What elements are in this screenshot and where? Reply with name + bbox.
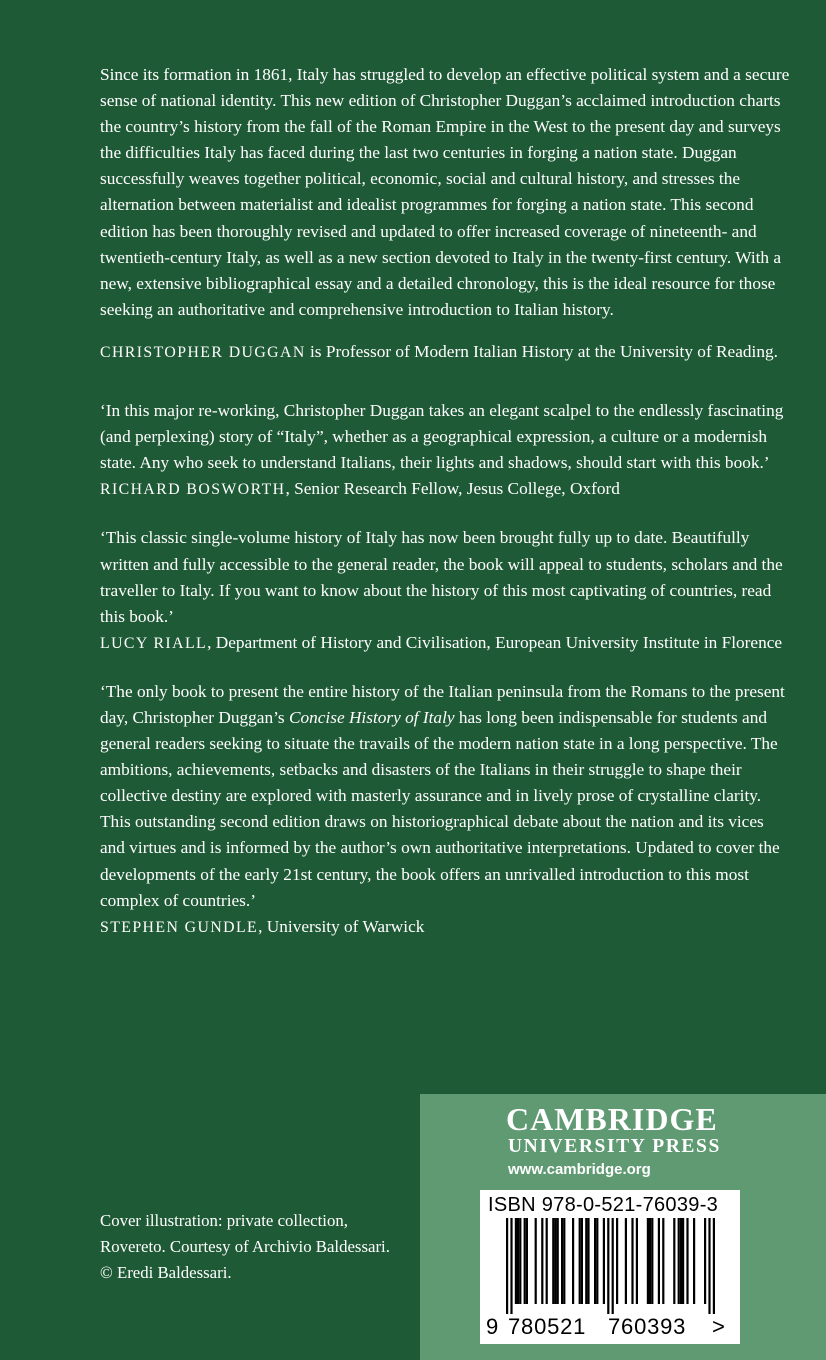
author-bio	[100, 339, 790, 366]
barcode-digits-right: 760393	[608, 1314, 687, 1339]
publisher-logo-name: CAMBRIDGE	[506, 1101, 718, 1137]
reviewer-affiliation: , Senior Research Fellow, Jesus College, Oxford	[285, 479, 620, 499]
barcode-bar	[678, 1218, 680, 1304]
barcode-bar	[713, 1218, 715, 1314]
barcode-bar	[651, 1218, 653, 1304]
barcode-bar	[524, 1218, 526, 1304]
author-name: CHRISTOPHER DUGGAN	[100, 343, 306, 361]
barcode-arrow: >	[712, 1314, 726, 1339]
barcode-bar	[506, 1218, 508, 1314]
barcode-bar	[693, 1218, 695, 1304]
author-bio-text: is Professor of Modern Italian History at the University of Reading.	[305, 341, 778, 361]
barcode-bar	[541, 1218, 543, 1304]
barcode-bar	[572, 1218, 574, 1304]
barcode-bar	[596, 1218, 598, 1304]
barcode-bar	[585, 1218, 587, 1304]
reviewer-name: RICHARD BOSWORTH	[100, 481, 286, 499]
barcode-bar	[636, 1218, 638, 1304]
barcode-bar	[704, 1218, 706, 1304]
barcode-bar	[680, 1218, 682, 1304]
barcode-bar	[519, 1218, 521, 1304]
barcode-bar	[625, 1218, 627, 1304]
barcode-bar	[594, 1218, 596, 1304]
barcode-bar	[561, 1218, 563, 1304]
review-quote-start: ‘The only book to present the entire history of the Italian peninsula from the Romans to the present day, Christopher Duggan’s	[100, 681, 785, 727]
barcode-bar	[607, 1218, 609, 1314]
review-quote: ‘In this major re-working, Christopher Duggan takes an elegant scalpel to the endlessly fascinating (and perplexing) story of “Italy”, whether as a geographical expression, a culture or a modernish state. Any who seek to understand Italians, their lights and shadows, should start with this book.’	[100, 401, 784, 473]
barcode-bar	[682, 1218, 684, 1304]
publisher-logo-subtitle: UNIVERSITY PRESS	[508, 1136, 721, 1157]
cover-credit: Cover illustration: private collection, Rovereto. Courtesy of Archivio Baldessari. © Eredi Baldessari.	[100, 1211, 390, 1282]
barcode-bar	[686, 1218, 688, 1304]
barcode-bar	[557, 1218, 559, 1304]
review-quote-end: has long been indispensable for students and general readers seeking to situate the travails of the modern nation state in a long perspective. The ambitions, achievements, setbacks and disasters of the Italians in their struggle to shape their collective destiny are explored with masterly assurance and in lively prose of crystalline clarity. This outstanding second edition draws on historiographical debate about the nation and its vices and virtues and is informed by the author’s own authoritative interpretations. Updated to cover the developments of the early 21st century, the book offers an unrivalled introduction to this most complex of countries.’	[100, 707, 780, 910]
barcode-bar	[649, 1218, 651, 1304]
review-quote	[100, 679, 790, 914]
book-description: Since its formation in 1861, Italy has struggled to develop an effective political system and a secure sense of national identity. This new edition of Christopher Duggan’s acclaimed introduction charts the country’s history from the fall of the Roman Empire in the West to the present day and surveys the difficulties Italy has faced during the last two centuries in forging a nation state. Duggan successfully weaves together political, economic, social and cultural history, and stresses the alternation between materialist and idealist programmes for forging a nation state. This second edition has been thoroughly revised and updated to offer increased coverage of nineteenth- and twentieth-century Italy, as well as a new section devoted to Italy in the twenty-first century. With a new, extensive bibliographical essay and a detailed chronology, this is the ideal resource for those seeking an authoritative and comprehensive introduction to Italian history.	[100, 65, 790, 319]
barcode-bar	[510, 1218, 512, 1314]
reviewer-name: STEPHEN GUNDLE	[100, 918, 259, 936]
barcode-bar	[579, 1218, 581, 1304]
barcode-bar	[631, 1218, 633, 1304]
barcode-bar	[554, 1218, 556, 1304]
barcode-bar	[603, 1218, 605, 1304]
reviewer-affiliation: , Department of History and Civilisation, European University Institute in Florence	[207, 632, 783, 652]
reviewer-name: LUCY RIALL	[100, 634, 208, 652]
barcode-bar	[673, 1218, 675, 1304]
review-attribution	[100, 630, 790, 657]
publisher-url: www.cambridge.org	[508, 1161, 651, 1178]
barcode-digits-left: 780521	[508, 1314, 587, 1339]
reviewer-affiliation: , University of Warwick	[258, 916, 425, 936]
publisher-panel	[420, 1094, 826, 1360]
barcode-bar	[662, 1218, 664, 1304]
barcode-bar	[581, 1218, 583, 1304]
barcode-bar	[616, 1218, 618, 1304]
barcode-bar	[612, 1218, 614, 1314]
barcode-digit-first: 9	[486, 1314, 500, 1339]
review-quote: ‘This classic single-volume history of Italy has now been brought fully up to date. Beautifully written and fully accessible to the general reader, the book will appeal to students, scholars and the traveller to Italy. If you want to know about the history of this most captivating of countries, read this book.’	[100, 528, 783, 626]
barcode-bar	[708, 1218, 710, 1314]
review-attribution	[100, 476, 790, 503]
review-attribution	[100, 914, 790, 941]
book-title: Concise History of Italy	[288, 707, 455, 727]
barcode-bar	[587, 1218, 589, 1304]
isbn-label: ISBN 978-0-521-76039-3	[488, 1194, 719, 1216]
barcode-bar	[563, 1218, 565, 1304]
barcode-bar	[552, 1218, 554, 1304]
barcode-bar	[535, 1218, 537, 1304]
barcode-bars	[486, 1218, 734, 1314]
barcode-bar	[546, 1218, 548, 1304]
barcode-bar	[647, 1218, 649, 1304]
barcode-bar	[515, 1218, 517, 1304]
barcode-bar	[526, 1218, 528, 1304]
barcode-bar	[517, 1218, 519, 1304]
barcode-bar	[658, 1218, 660, 1304]
back-cover-text	[100, 62, 790, 941]
isbn-barcode	[480, 1190, 740, 1344]
